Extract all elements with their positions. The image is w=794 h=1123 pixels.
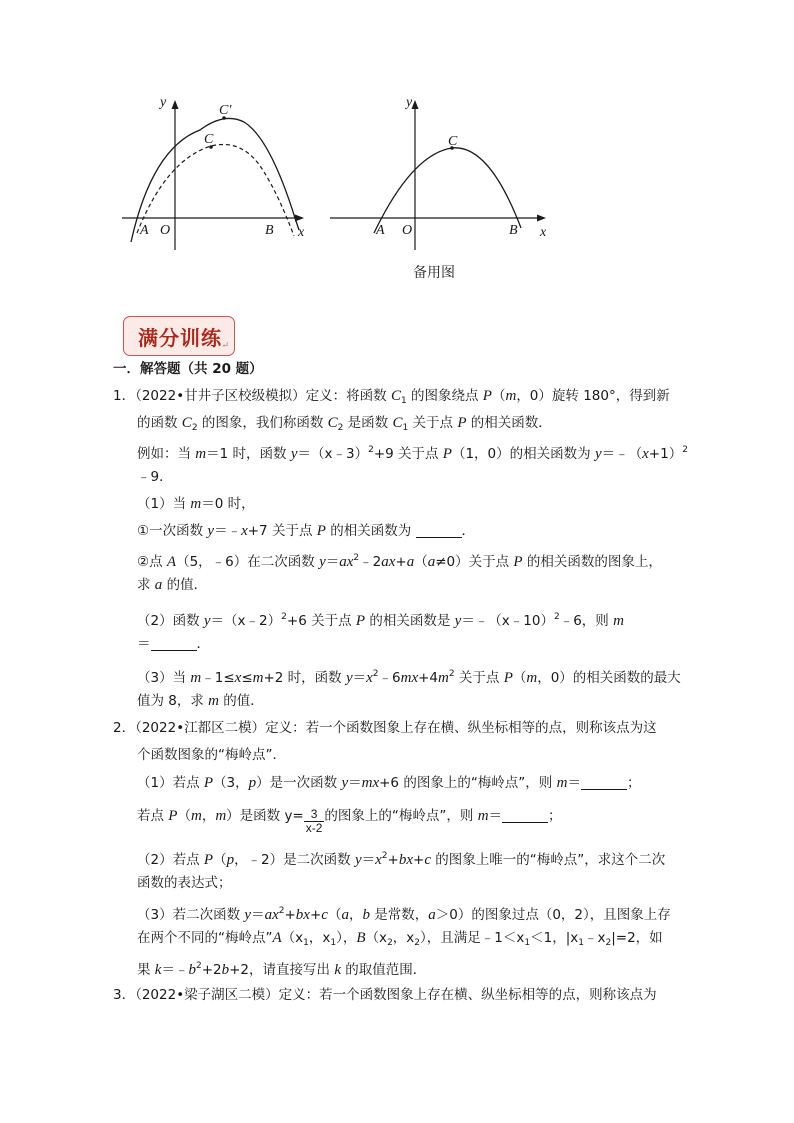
y-axis-arrow [172, 100, 179, 109]
point-b-label: B [265, 223, 274, 238]
problem-2-part-3-cont: 在两个不同的“梅岭点$”A(x_1$，$x_1$），$B(x_2$，$x_2$），且满足$﹣1<x_1<1$，$|x_1﹣x_2|=2$，如 [137, 930, 663, 948]
fraction: $\frac{3}{x-2}$ [305, 807, 323, 835]
problem-1-part-3-cont: 值为 8，求 m 的值． [137, 693, 264, 709]
problem-1-part-1-q2-cont: 求 a 的值． [137, 577, 208, 593]
problem-2-part-2: （2）若点 P（p，﹣2）是二次函数 $y=x^2+bx+c$ 的图象上唯一的“梅岭点”，求这个二次 [137, 851, 666, 868]
y-axis-label: y [160, 95, 167, 110]
point-a-label: A [376, 223, 385, 238]
problem-2-line-1: 2．（2022•江都区二模）定义：若一个函数图象上存在横、纵坐标相等的点，则称该点为这 [113, 720, 657, 736]
answer-blank [416, 523, 462, 538]
answer-blank [581, 775, 627, 790]
point-c-label: C [204, 132, 214, 147]
point-o-label: O [160, 223, 171, 238]
y-axis-label: y [406, 95, 413, 110]
problem-1-part-2-cont: ＝ ． [137, 636, 210, 652]
problem-1-example-cont: ﹣9． [137, 469, 173, 485]
x-axis-label: x [540, 225, 547, 240]
answer-blank [151, 636, 197, 651]
figure-caption: 备用图 [413, 265, 455, 281]
x-axis-label: x [298, 225, 305, 240]
point-c-label: C [448, 134, 458, 149]
problem-1-part-1: （1）当 m＝0 时， [137, 496, 255, 512]
problem-2-line-2: 个函数图象的“梅岭点”． [137, 747, 286, 763]
problem-1-part-1-q1: ①一次函数 y＝﹣x+7 关于点 P 的相关函数为 ． [137, 523, 475, 539]
point-b-label: B [509, 223, 518, 238]
parabola-c-prime [131, 118, 299, 242]
problem-1-part-3: （3）当 m﹣1≤x≤m+2 时，函数 $y=x^2﹣6mx+4m^2$ 关于点 P（m，0）的相关函数的最大 [137, 669, 681, 686]
problem-2-part-1-b: 若点 P（m，m）是函数 y= $\frac{3}{x-2}$ 的图象上的“梅岭点”，则 m＝ ； [137, 807, 562, 835]
point-a-label: A [140, 223, 149, 238]
point-o-label: O [402, 223, 413, 238]
parabola-figure-left [118, 90, 318, 264]
return-mark-icon: ↵ [221, 341, 229, 351]
section-heading: 一．解答题（共 20 题） [113, 361, 263, 377]
problem-1-part-1-q2: ②点 A（5，﹣6）在二次函数 $y=ax^2﹣2ax+a(a\ne 0)$关于点 P 的相关函数的图象上， [137, 553, 662, 570]
problem-3-line-1: 3．（2022•梁子湖区二模）定义：若一个函数图象上存在横、纵坐标相等的点，则称该点为 [113, 987, 657, 1003]
section-badge [123, 316, 235, 356]
parabola-c [374, 148, 521, 233]
parabola-figure-right [326, 90, 556, 254]
problem-1-line-1: 1．（2022•甘井子区校级模拟）定义：将函数 $C_1$ 的图象绕点 P（m，0）旋转 180°，得到新 [113, 388, 670, 406]
problem-1-line-2: 的函数 $C_2$ 的图象，我们称函数 $C_2$ 是函数 $C_1$ 关于点 P 的相关函数． [137, 415, 552, 433]
badge-title: 满分训练 [138, 326, 222, 350]
problem-2-part-3-end: 果 $k=﹣b^2+2b+2$，请直接写出 k 的取值范围． [137, 961, 427, 978]
x-axis-arrow [537, 215, 546, 222]
answer-blank [502, 808, 548, 823]
problem-2-part-3: （3）若二次函数 $y=ax^2+bx+c(a$，b 是常数，a＞0）的图象过点（0，2），且图象上存 [137, 906, 671, 923]
problem-2-part-2-cont: 函数的表达式； [137, 875, 232, 891]
problem-2-part-1: （1）若点 P（3，p）是一次函数 y＝mx+6 的图象上的“梅岭点”，则 m＝ ； [137, 775, 641, 791]
y-axis-arrow [412, 100, 419, 109]
problem-1-part-2: （2）函数 y＝（x﹣2）$^2$+6 关于点 P 的相关函数是 y＝﹣（x﹣10）$^2$﹣6，则 m [137, 612, 624, 629]
point-c-prime-label: C′ [219, 103, 232, 118]
problem-1-example-line: 例如：当 m＝1 时，函数 y＝（x﹣3）$^2$+9 关于点 P（1，0）的相关函数为 $y=﹣(x+1)^2$ [137, 445, 688, 462]
